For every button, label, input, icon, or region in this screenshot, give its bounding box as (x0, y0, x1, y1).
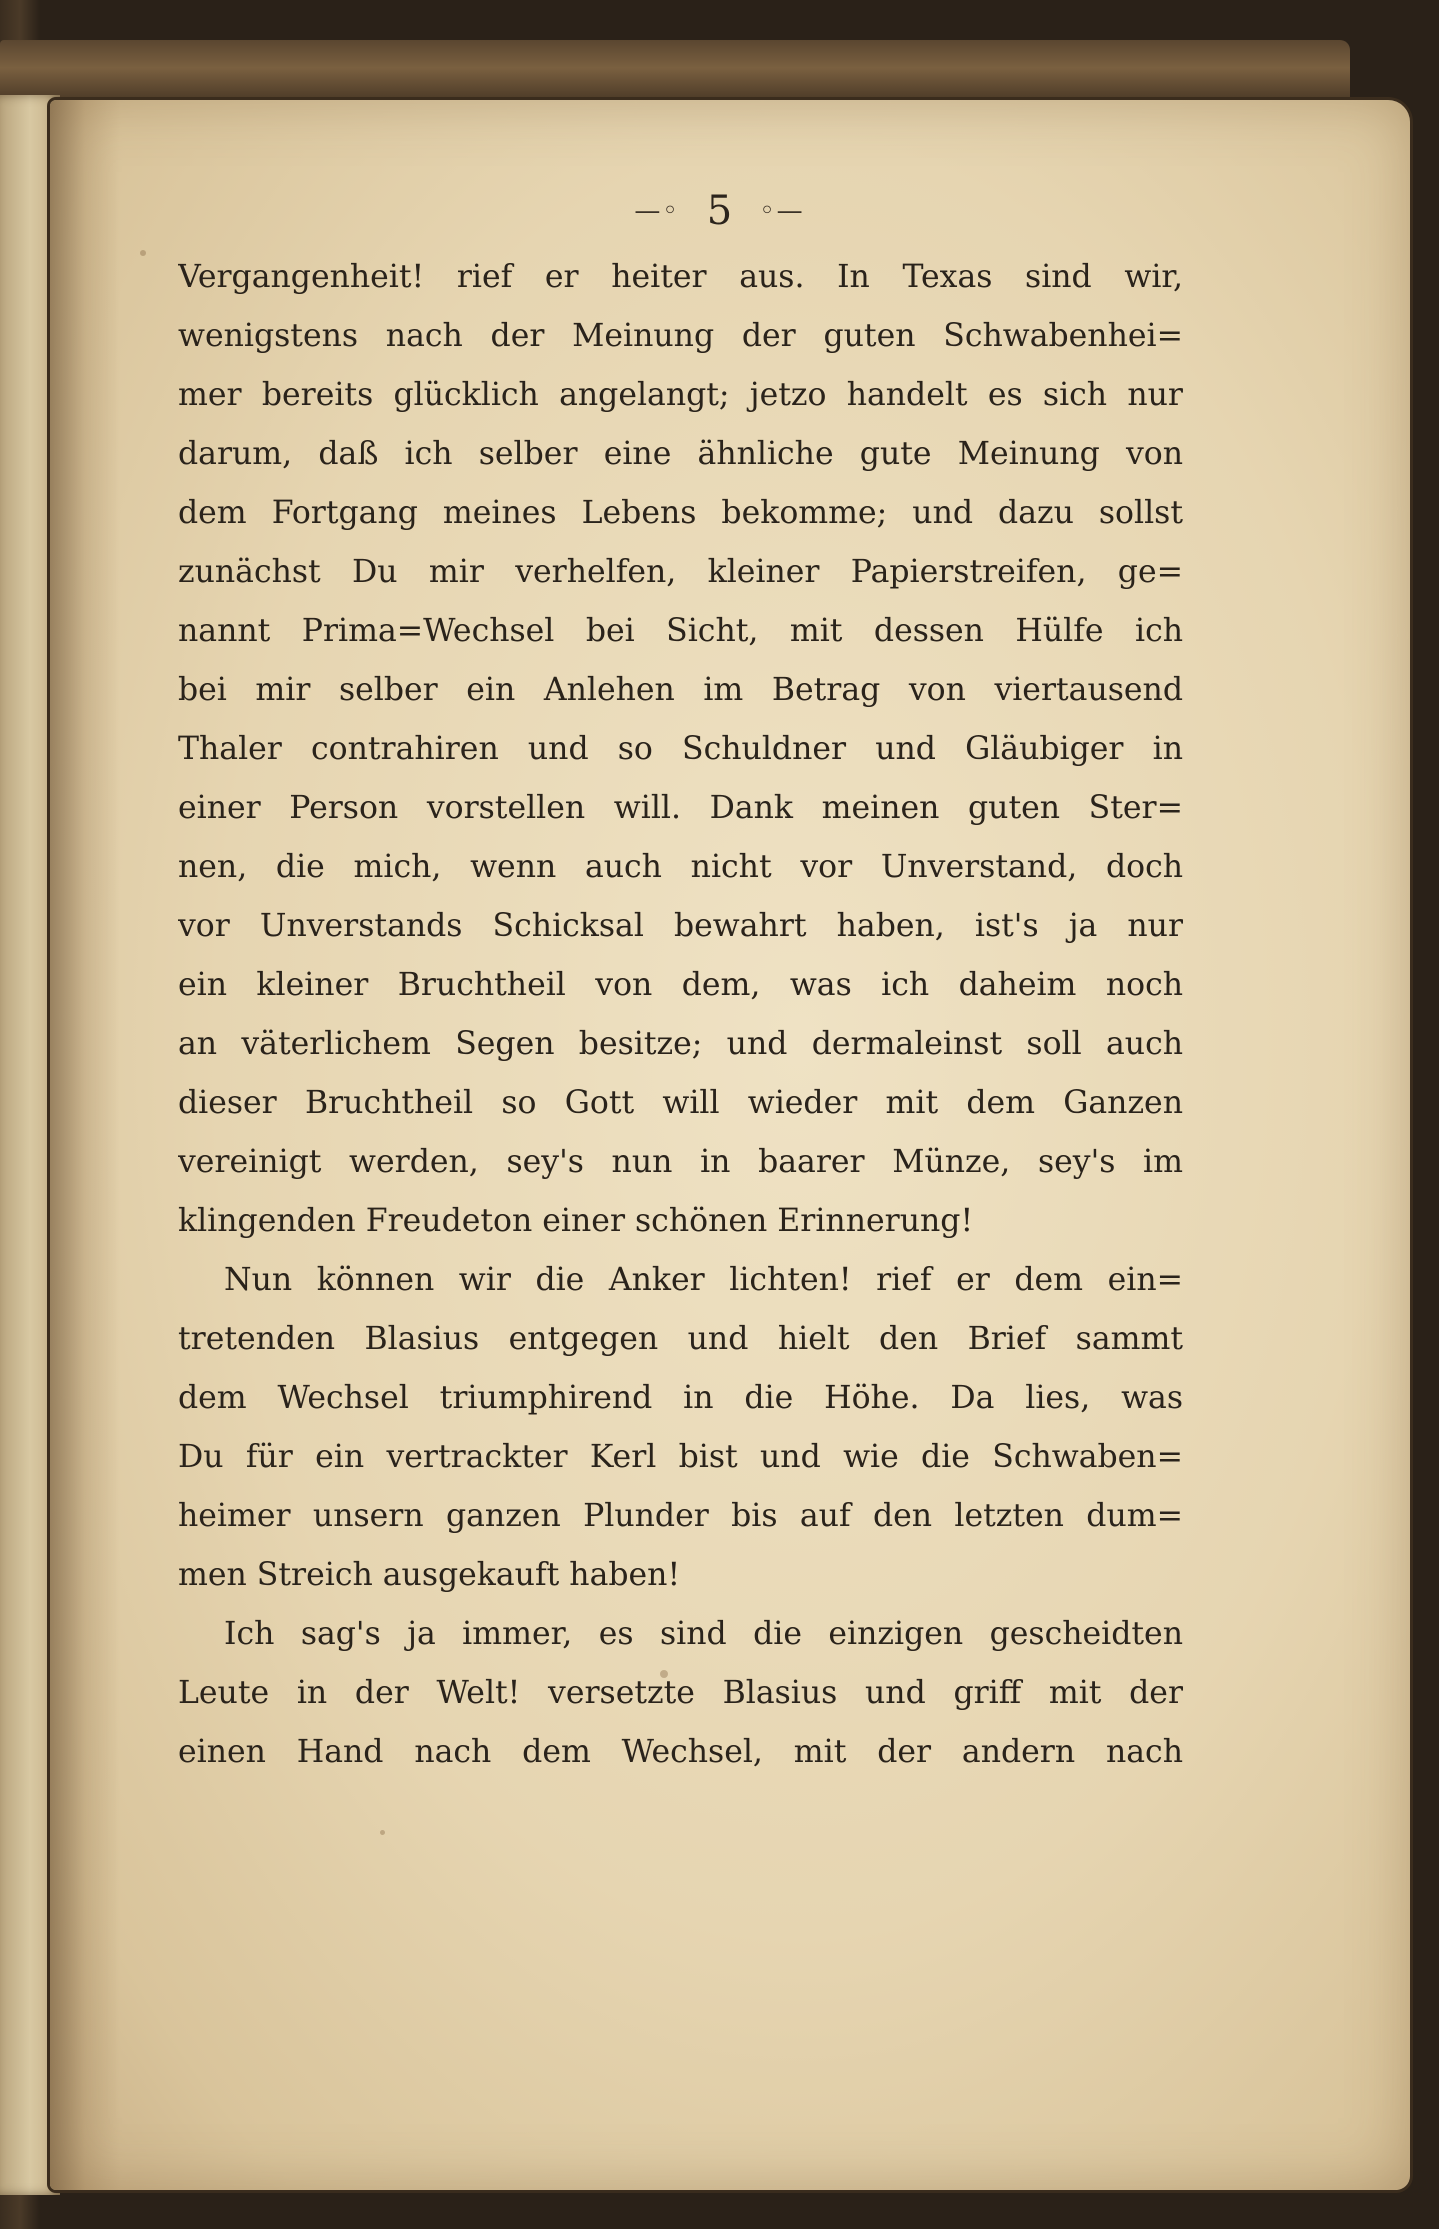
text-line: tretenden Blasius entgegen und hielt den Brief sammt (178, 1321, 1183, 1357)
text-line: Ich sag's ja immer, es sind die einzigen gescheidten (224, 1616, 1183, 1652)
header-ornament-right: ◦— (759, 196, 805, 226)
page-number: 5 (706, 188, 733, 234)
header-ornament-left: —◦ (634, 196, 680, 226)
text-line: ein kleiner Bruchtheil von dem, was ich daheim noch (178, 967, 1183, 1003)
text-line: heimer unsern ganzen Plunder bis auf den letzten dum= (178, 1498, 1183, 1534)
page-gutter-shadow (50, 100, 120, 2190)
text-line: an väterlichem Segen besitze; und dermaleinst soll auch (178, 1026, 1183, 1062)
text-line: vor Unverstands Schicksal bewahrt haben, ist's ja nur (178, 908, 1183, 944)
text-line: dem Wechsel triumphirend in die Höhe. Da lies, was (178, 1380, 1183, 1416)
text-line: Vergangenheit! rief er heiter aus. In Texas sind wir, (178, 259, 1183, 295)
text-line: Thaler contrahiren und so Schuldner und Gläubiger in (178, 731, 1183, 767)
text-line: darum, daß ich selber eine ähnliche gute Meinung von (178, 436, 1183, 472)
text-line: nannt Prima=Wechsel bei Sicht, mit dessen Hülfe ich (178, 613, 1183, 649)
text-line: bei mir selber ein Anlehen im Betrag von viertausend (178, 672, 1183, 708)
text-line: einen Hand nach dem Wechsel, mit der andern nach (178, 1734, 1183, 1770)
text-line: dem Fortgang meines Lebens bekomme; und dazu sollst (178, 495, 1183, 531)
ink-spot (380, 1830, 385, 1835)
text-line: klingenden Freudeton einer schönen Erinnerung! (178, 1203, 974, 1239)
text-line: Du für ein vertrackter Kerl bist und wie die Schwaben= (178, 1439, 1183, 1475)
text-line: Leute in der Welt! versetzte Blasius und griff mit der (178, 1675, 1183, 1711)
text-line: wenigstens nach der Meinung der guten Schwabenhei= (178, 318, 1183, 354)
body-text (178, 248, 1183, 1782)
text-line: nen, die mich, wenn auch nicht vor Unverstand, doch (178, 849, 1183, 885)
text-line: Nun können wir die Anker lichten! rief er dem ein= (224, 1262, 1183, 1298)
text-line: mer bereits glücklich angelangt; jetzo handelt es sich nur (178, 377, 1183, 413)
text-line: vereinigt werden, sey's nun in baarer Münze, sey's im (178, 1144, 1183, 1180)
text-line: dieser Bruchtheil so Gott will wieder mit dem Ganzen (178, 1085, 1183, 1121)
page-header (0, 188, 1439, 234)
text-line: zunächst Du mir verhelfen, kleiner Papierstreifen, ge= (178, 554, 1183, 590)
ink-spot (140, 250, 146, 256)
text-line: men Streich ausgekauft haben! (178, 1557, 681, 1593)
text-line: einer Person vorstellen will. Dank meinen guten Ster= (178, 790, 1183, 826)
